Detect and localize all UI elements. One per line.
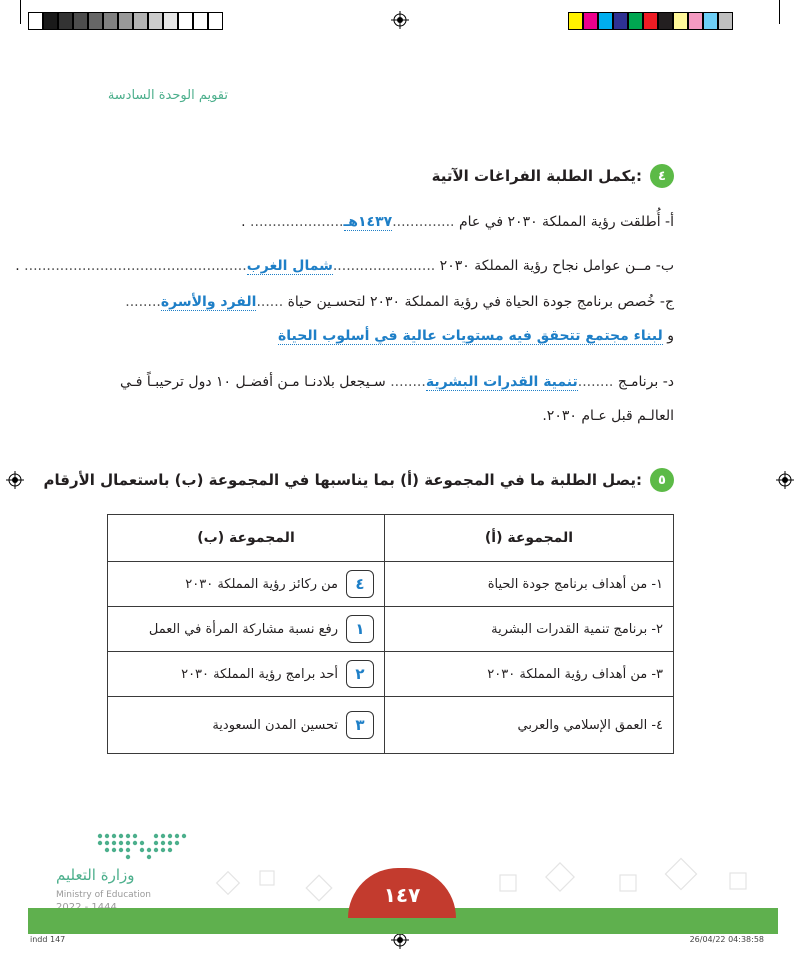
print-slug-date: 26/04/22 04:38:58 xyxy=(689,935,764,944)
handwritten-answer: شمال الغرب xyxy=(246,258,333,274)
item-text: العالـم قبل عـام ٢٠٣٠. xyxy=(542,408,674,424)
crop-mark xyxy=(779,0,780,24)
item-text: أ- أُطلقت رؤية المملكة ٢٠٣٠ في عام xyxy=(458,214,674,230)
color-swatch xyxy=(43,12,58,30)
blank-dots: .............. xyxy=(392,214,455,230)
answer-number-box: ٤ xyxy=(346,570,374,598)
page-number: ١٤٧ xyxy=(348,868,456,918)
blank-dots: ...... xyxy=(256,294,284,310)
color-swatch xyxy=(58,12,73,30)
table-row xyxy=(108,562,674,607)
color-swatch xyxy=(73,12,88,30)
color-swatch xyxy=(718,12,733,30)
color-swatch xyxy=(673,12,688,30)
question-number-badge: ٥ xyxy=(650,468,674,492)
table-row xyxy=(108,607,674,652)
matching-table xyxy=(107,514,674,754)
blank-dots: .................................................. xyxy=(24,258,247,274)
group-b-cell xyxy=(108,607,385,652)
group-b-text: من ركائز رؤية المملكة ٢٠٣٠ xyxy=(185,576,338,592)
print-slug-file: indd 147 xyxy=(30,935,66,944)
color-swatch xyxy=(103,12,118,30)
answer-number-box: ٢ xyxy=(346,660,374,688)
group-b-text: أحد برامج رؤية المملكة ٢٠٣٠ xyxy=(181,666,338,682)
group-a-cell: ٣- من أهداف رؤية المملكة ٢٠٣٠ xyxy=(385,652,674,697)
question-4-heading xyxy=(432,164,674,188)
color-swatch xyxy=(658,12,673,30)
group-b-cell xyxy=(108,562,385,607)
color-swatch xyxy=(688,12,703,30)
color-swatch xyxy=(598,12,613,30)
q4-item-c xyxy=(106,288,674,316)
group-a-header: المجموعة (أ) xyxy=(385,515,674,562)
registration-mark-icon xyxy=(391,11,409,29)
question-5-heading xyxy=(44,468,674,492)
q4-item-b xyxy=(15,252,674,280)
color-swatch xyxy=(28,12,43,30)
handwritten-answer: الفرد والأسرة xyxy=(160,294,257,310)
color-swatch xyxy=(208,12,223,30)
blank-dots: ..................... xyxy=(250,214,344,230)
question-number-badge: ٤ xyxy=(650,164,674,188)
blank-dots: ........ xyxy=(577,374,614,390)
question-4-title: يكمل الطلبة الفراغات الآتية: xyxy=(431,167,642,185)
q4-item-c-continued xyxy=(106,322,674,350)
group-b-cell xyxy=(108,652,385,697)
color-swatch xyxy=(568,12,583,30)
registration-mark-icon xyxy=(6,471,24,489)
group-b-cell xyxy=(108,697,385,754)
color-swatch xyxy=(88,12,103,30)
group-a-cell: ٢- برنامج تنمية القدرات البشرية xyxy=(385,607,674,652)
ministry-of-education-logo xyxy=(56,830,196,910)
color-swatch xyxy=(193,12,208,30)
answer-number-box: ٣ xyxy=(346,711,374,739)
blank-dots: ....................... xyxy=(332,258,436,274)
period: . xyxy=(241,214,246,230)
q4-item-a xyxy=(106,208,674,236)
item-text: د- برنامـج xyxy=(617,374,674,390)
q4-item-d-continued xyxy=(106,402,674,430)
color-swatch xyxy=(178,12,193,30)
color-swatch xyxy=(163,12,178,30)
vision-dots-icon xyxy=(96,830,188,862)
question-5-title: يصل الطلبة ما في المجموعة (أ) بما يناسبها في المجموعة (ب) باستعمال الأرقام: xyxy=(43,471,642,489)
ministry-name-arabic: وزارة التعليم xyxy=(56,866,135,884)
group-a-cell: ٤- العمق الإسلامي والعربي xyxy=(385,697,674,754)
table-header-row xyxy=(108,515,674,562)
color-swatch xyxy=(613,12,628,30)
color-swatch xyxy=(703,12,718,30)
q4-item-d xyxy=(106,368,674,396)
item-text: ج- خُصص برنامج جودة الحياة في رؤية المملكة ٢٠٣٠ لتحسـين حياة xyxy=(287,294,674,310)
handwritten-answer: ١٤٣٧هـ xyxy=(343,214,393,230)
color-swatch xyxy=(148,12,163,30)
item-text: ب- مــن عوامل نجاح رؤية المملكة ٢٠٣٠ xyxy=(439,258,674,274)
crop-mark xyxy=(20,0,21,24)
item-text: سـيجعل بلادنـا مـن أفضـل ١٠ دول ترحيبـاً فـي xyxy=(119,374,386,390)
table-row xyxy=(108,652,674,697)
ministry-name-english: Ministry of Education xyxy=(56,890,151,900)
group-b-text: تحسين المدن السعودية xyxy=(212,717,338,733)
answer-number-box: ١ xyxy=(346,615,374,643)
handwritten-answer: تنمية القدرات البشرية xyxy=(425,374,578,390)
color-swatch xyxy=(118,12,133,30)
color-swatch xyxy=(583,12,598,30)
color-swatch xyxy=(643,12,658,30)
blank-dots: ........ xyxy=(390,374,426,390)
group-a-cell: ١- من أهداف برنامج جودة الحياة xyxy=(385,562,674,607)
handwritten-answer: لبناء مجتمع تتحقق فيه مستويات عالية في أسلوب الحياة xyxy=(278,328,663,344)
decorative-pattern xyxy=(200,845,780,907)
group-b-text: رفع نسبة مشاركة المرأة في العمل xyxy=(148,621,338,637)
color-swatch xyxy=(628,12,643,30)
unit-review-title: تقويم الوحدة السادسة xyxy=(107,88,228,103)
period: . xyxy=(15,258,20,274)
blank-dots: ........ xyxy=(125,294,161,310)
color-swatch xyxy=(133,12,148,30)
registration-mark-icon xyxy=(776,471,794,489)
grayscale-color-bar xyxy=(28,12,223,30)
table-row xyxy=(108,697,674,754)
group-b-header: المجموعة (ب) xyxy=(108,515,385,562)
cmyk-color-bar xyxy=(568,12,733,30)
conjunction: و xyxy=(667,328,674,344)
